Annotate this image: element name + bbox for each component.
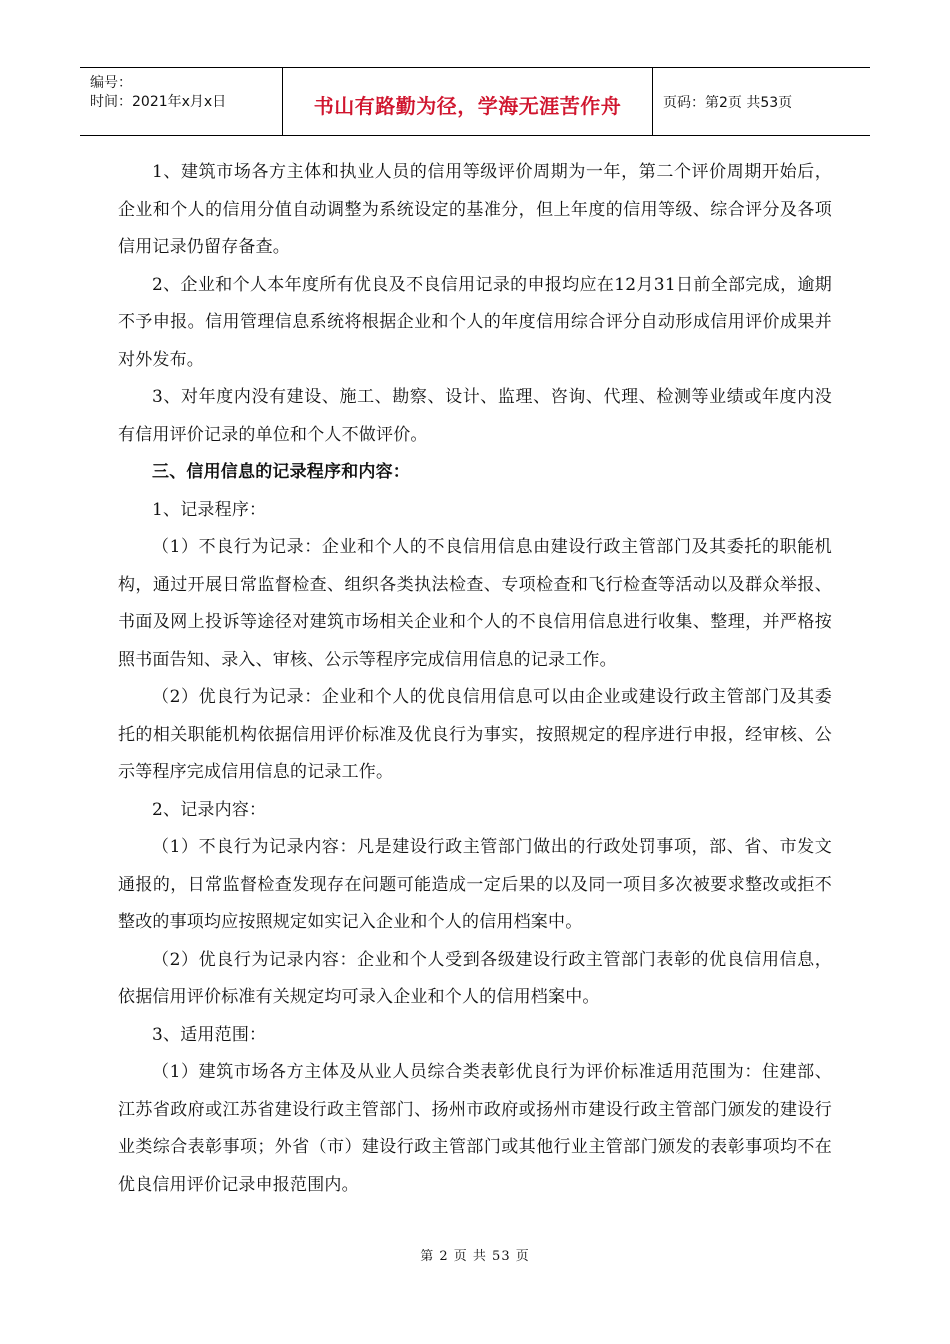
subheading: 1、记录程序： [152,499,267,520]
document-body [118,154,832,1204]
subheading: 2、记录内容： [152,799,267,820]
paragraph: （1）不良行为记录内容：凡是建设行政主管部门做出的行政处罚事项，部、省、市发文通报的，日常监督检查发现存在问题可能造成一定后果的以及同一项目多次被要求整改或拒不整改的事项均应按照规定如实记入企业和个人的信用档案中。 [118,837,832,932]
subheading: 3、适用范围： [152,1024,267,1045]
section-heading: 三、信用信息的记录程序和内容： [152,462,410,482]
number-label: 编号： [90,75,132,91]
time-label: 时间：2021年x月x日 [90,94,227,110]
paragraph: 3、对年度内没有建设、施工、勘察、设计、监理、咨询、代理、检测等业绩或年度内没有信用评价记录的单位和个人不做评价。 [118,387,832,445]
header-page-cell [653,68,870,135]
paragraph: 2、企业和个人本年度所有优良及不良信用记录的申报均应在12月31日前全部完成，逾期不予申报。信用管理信息系统将根据企业和个人的年度信用综合评分自动形成信用评价成果并对外发布。 [118,274,832,370]
paragraph: （1）建筑市场各方主体及从业人员综合类表彰优良行为评价标准适用范围为：住建部、江苏省政府或江苏省建设行政主管部门、扬州市政府或扬州市建设行政主管部门颁发的建设行业类综合表彰事项；外省（市）建设行政主管部门或其他行业主管部门颁发的表彰事项均不在优良信用评价记录申报范围内。 [118,1062,832,1195]
paragraph: （2）优良行为记录：企业和个人的优良信用信息可以由企业或建设行政主管部门及其委托的相关职能机构依据信用评价标准及优良行为事实，按照规定的程序进行申报，经审核、公示等程序完成信用信息的记录工作。 [118,687,832,782]
header-left-cell [80,68,283,135]
page-footer: 第 2 页 共 53 页 [420,1249,530,1264]
page-info: 页码：第2页 共53页 [663,95,793,111]
paragraph: 1、建筑市场各方主体和执业人员的信用等级评价周期为一年，第二个评价周期开始后，企业和个人的信用分值自动调整为系统设定的基准分，但上年度的信用等级、综合评分及各项信用记录仍留存备查。 [118,162,832,257]
header-table [80,67,870,136]
paragraph: （1）不良行为记录：企业和个人的不良信用信息由建设行政主管部门及其委托的职能机构，通过开展日常监督检查、组织各类执法检查、专项检查和飞行检查等活动以及群众举报、书面及网上投诉等途径对建筑市场相关企业和个人的不良信用信息进行收集、整理，并严格按照书面告知、录入、审核、公示等程序完成信用信息的记录工作。 [118,537,832,670]
motto: 书山有路勤为径，学海无涯苦作舟 [313,94,622,118]
paragraph: （2）优良行为记录内容：企业和个人受到各级建设行政主管部门表彰的优良信用信息，依据信用评价标准有关规定均可录入企业和个人的信用档案中。 [118,949,832,1007]
header-motto-cell [283,68,653,135]
